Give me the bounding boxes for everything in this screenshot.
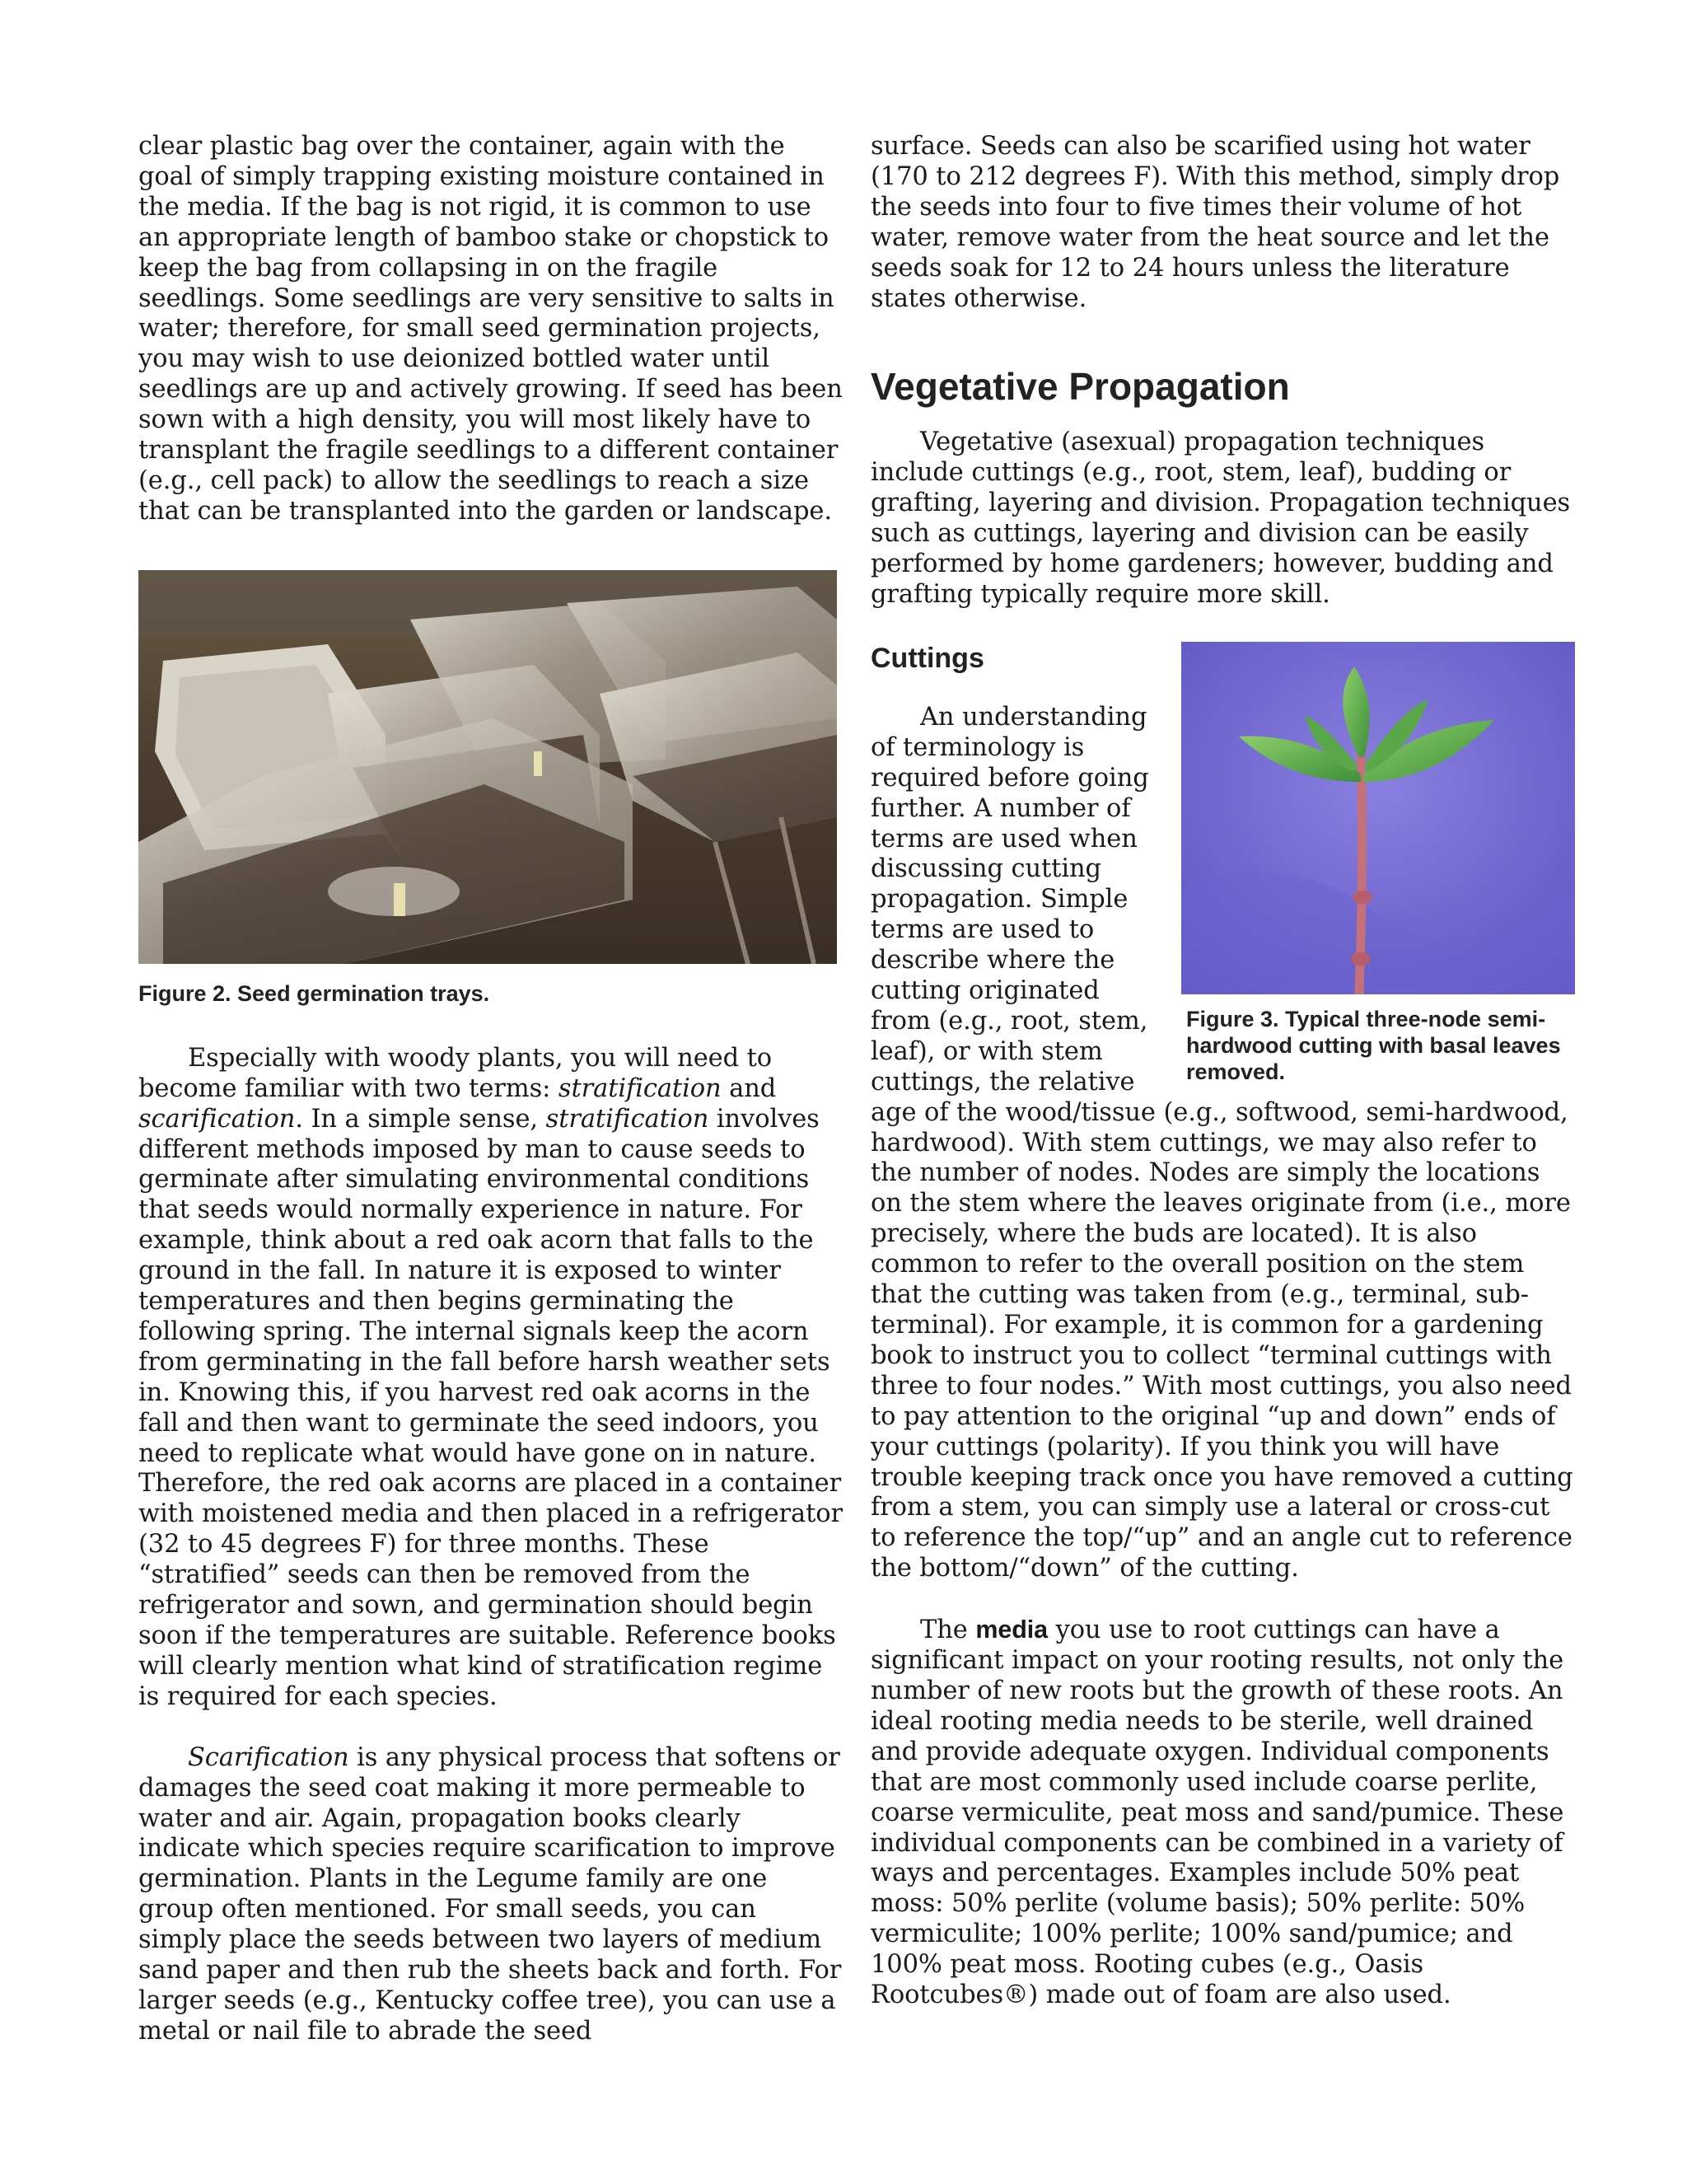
figure-3-cutting-image xyxy=(1181,642,1575,994)
figure-2-seed-trays-image xyxy=(138,570,837,964)
paragraph-hot-water: surface. Seeds can also be scarified using hot water (170 to 212 degrees F). With this method, simply drop the seeds into four to five times their volume of hot water, remove water from the heat source and let the seeds soak for 12 to 24 hours unless the literature states otherwise. xyxy=(871,132,1560,313)
paragraph-vegetative: Vegetative (asexual) propagation techniques include cuttings (e.g., root, stem, leaf), budding or grafting, layering and division. Propagation techniques such as cuttings, layering and division can be easily performed by home gardeners; however, budding and grafting typically require more skill. xyxy=(871,428,1571,609)
left-column xyxy=(138,132,843,2047)
figure-2-caption: Figure 2. Seed germination trays. xyxy=(138,980,490,1006)
heading-cuttings: Cuttings xyxy=(871,642,984,674)
paragraph-cuttings-terminology: An understanding of terminology is required before going further. A number of terms are used when discussing cutting propagation. Simple terms are used to describe where the cutting originated from (e.g., root, stem, leaf), or with stem cuttings, the relative age of the wood/tissue (e.g., softwood, semi-hardwood, hardwood). With stem cuttings, we may also refer to the number of nodes. Nodes are simply the locations on the stem where the leaves originate from (i.e., more precisely, where the buds are located). It is also common to refer to the overall position on the stem that the cutting was taken from (e.g., terminal, sub-terminal). For example, it is common for a gardening book to instruct you to collect “terminal cuttings with three to four nodes.” With most cuttings, you also need to pay attention to the original “up and down” ends of your cuttings (polarity). If you think you will have trouble keeping track once you have removed a cutting from a stem, you can simply use a lateral or cross-cut to reference the top/“up” and an angle cut to reference the bottom/“down” of the cutting. xyxy=(871,702,1573,1583)
paragraph-bag-seedlings: clear plastic bag over the container, again with the goal of simply trapping existing moisture contained in the media. If the bag is not rigid, it is common to use an appropriate length of bamboo stake or chopstick to keep the bag from collapsing in on the fragile seedlings. Some seedlings are very sensitive to salts in water; therefore, for small seed germination projects, you may wish to use deionized bottled water until seedlings are up and actively growing. If seed has been sown with a high density, you will most likely have to transplant the fragile seedlings to a different container (e.g., cell pack) to allow the seedlings to reach a size that can be transplanted into the garden or landscape. xyxy=(138,132,843,526)
figure-3-caption: Figure 3. Typical three-node semi-hardwood cutting with basal leaves removed. xyxy=(1186,1006,1561,1084)
right-column xyxy=(871,132,1575,2011)
paragraph-rooting-media: The media you use to root cuttings can have a significant impact on your rooting results, not only the number of new roots but the growth of these roots. An ideal rooting media needs to be sterile, well drained and provide adequate oxygen. Individual components that are most commonly used include coarse perlite, coarse vermiculite, peat moss and sand/pumice. These individual components can be combined in a variety of ways and percentages. Examples include 50% peat moss: 50% perlite (volume basis); 50% perlite: 50% vermiculite; 100% perlite; 100% sand/pumice; and 100% peat moss. Rooting cubes (e.g., Oasis Rootcubes®) made out of foam are also used. xyxy=(871,1616,1564,2010)
paragraph-scarification: Scarification is any physical process that softens or damages the seed coat making it more permeable to water and air. Again, propagation books clearly indicate which species require scarification to improve germination. Plants in the Legume family are one group often mentioned. For small seeds, you can simply place the seeds between two layers of medium sand paper and then rub the sheets back and forth. For larger seeds (e.g., Kentucky coffee tree), you can use a metal or nail file to abrade the seed xyxy=(138,1742,842,2046)
figure-3 xyxy=(1181,642,1575,1085)
paragraph-stratification: Especially with woody plants, you will need to become familiar with two terms: stratification and scarification. In a simple sense, stratification involves different methods imposed by man to cause seeds to germinate after simulating environmental conditions that seeds would normally experience in nature. For example, think about a red oak acorn that falls to the ground in the fall. In nature it is exposed to winter temperatures and then begins germinating the following spring. The internal signals keep the acorn from germinating in the fall before harsh weather sets in. Knowing this, if you harvest red oak acorns in the fall and then want to germinate the seed indoors, you need to replicate what would have gone on in nature. Therefore, the red oak acorns are placed in a container with moistened media and then placed in a refrigerator (32 to 45 degrees F) for three months. These “stratified” seeds can then be removed from the refrigerator and sown, and germination should begin soon if the temperatures are suitable. Reference books will clearly mention what kind of stratification regime is required for each species. xyxy=(138,1043,844,1711)
heading-vegetative-propagation: Vegetative Propagation xyxy=(871,365,1290,409)
